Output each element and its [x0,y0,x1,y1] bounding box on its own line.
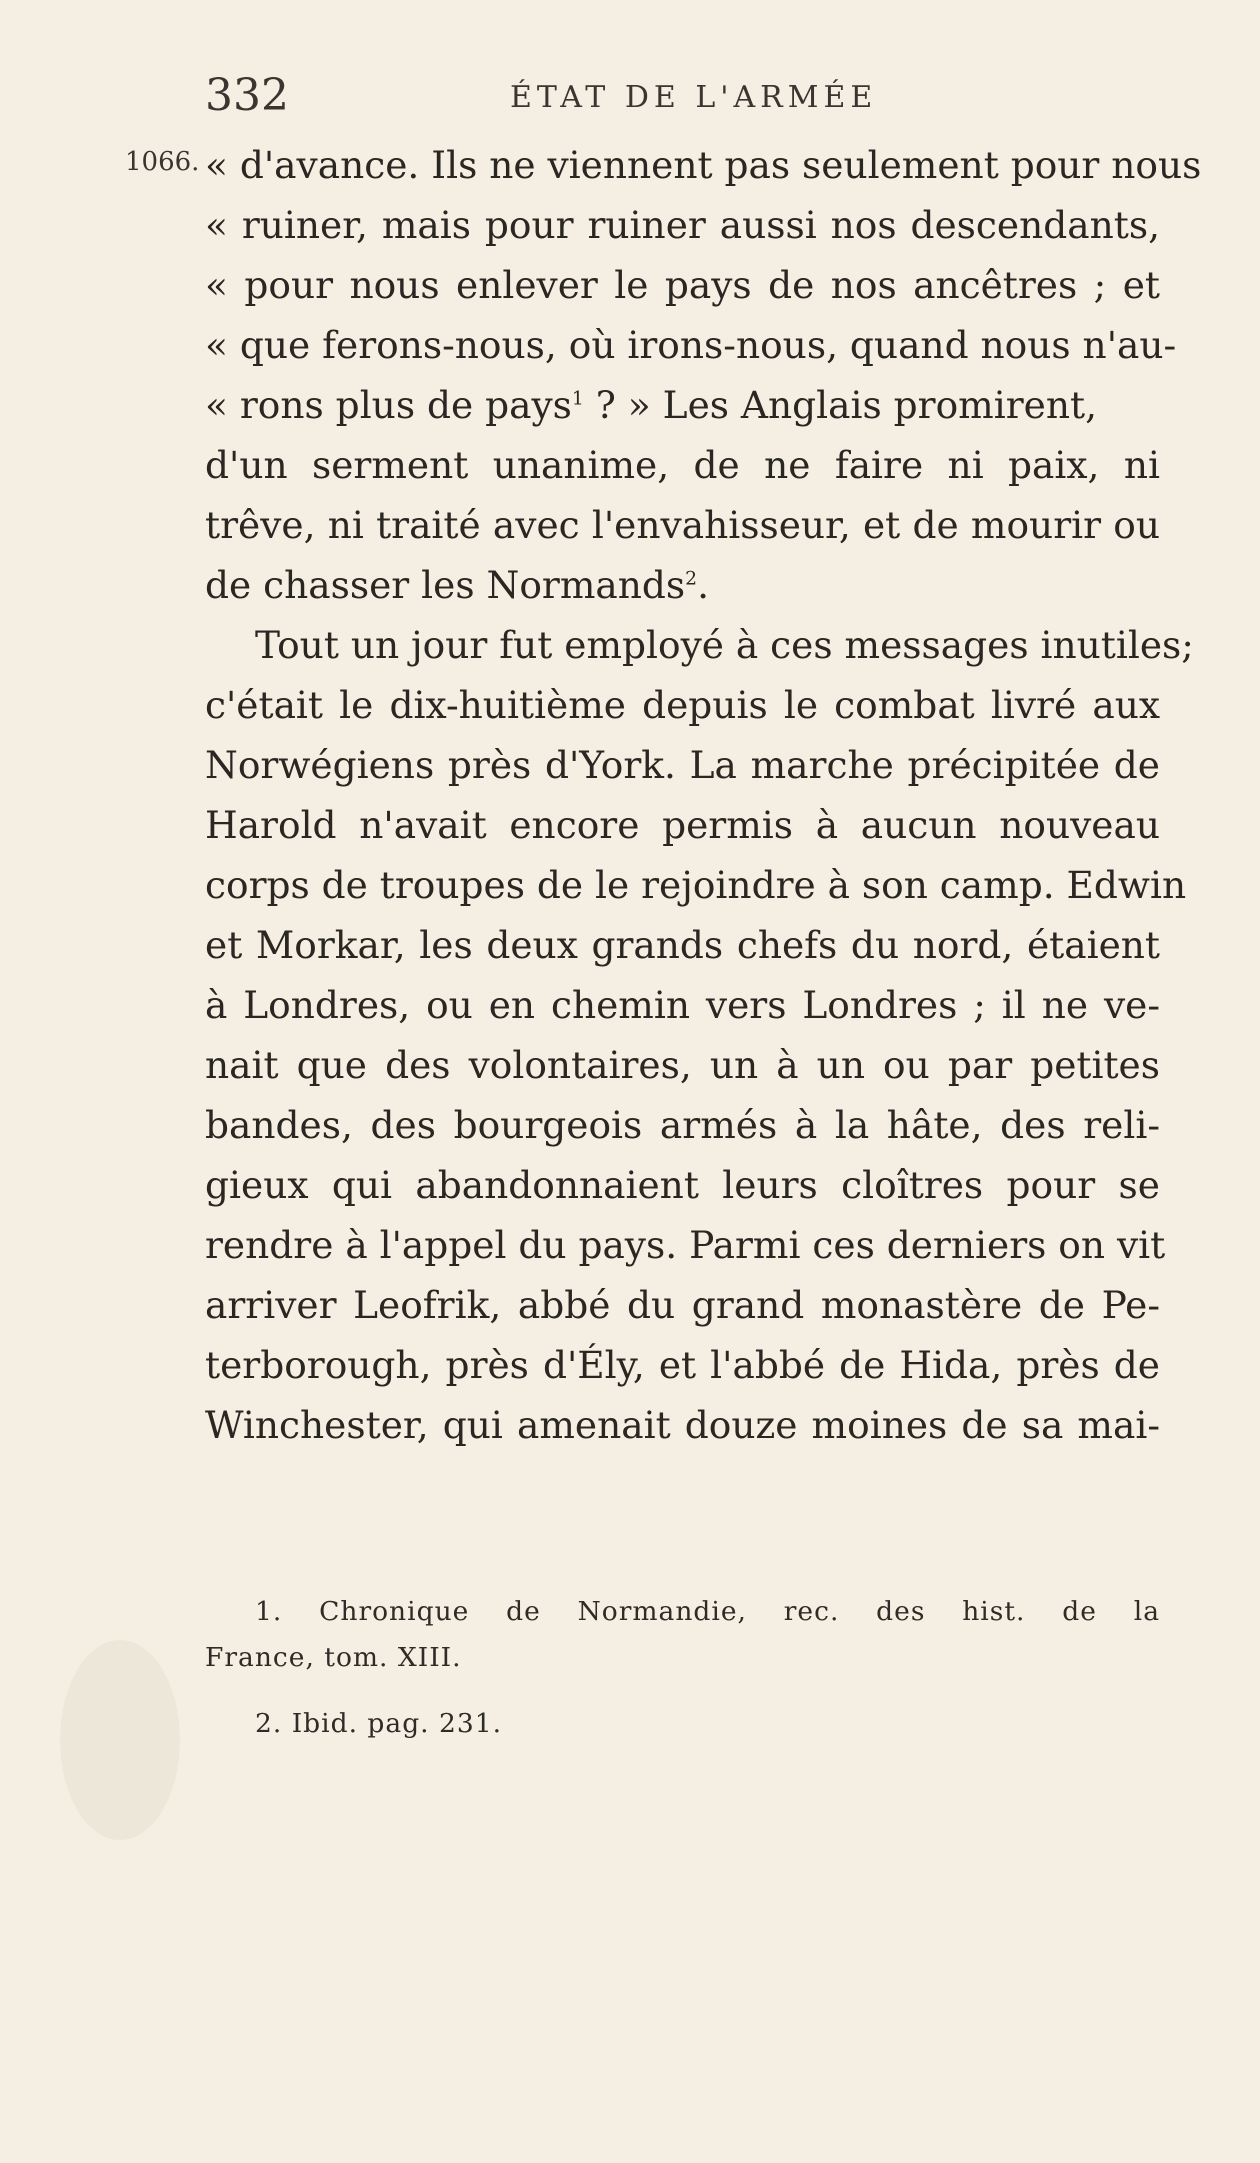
text-line: c'était le dix-huitième depuis le combat livré aux [205,683,1160,727]
footnote-2: 2. Ibid. pag. 231. [255,1708,503,1739]
text-line: gieux qui abandonnaient leurs cloîtres pour se [205,1163,1160,1207]
text-line: Winchester, qui amenait douze moines de sa mai- [205,1403,1160,1447]
text-line: « d'avance. Ils ne viennent pas seulement pour nous [205,143,1202,187]
text-line: Harold n'avait encore permis à aucun nouveau [205,803,1160,847]
text-line: « ruiner, mais pour ruiner aussi nos descendants, [205,203,1160,247]
text-line: bandes, des bourgeois armés à la hâte, des reli- [205,1103,1160,1147]
paper-stain [60,1640,180,1840]
text-line: d'un serment unanime, de ne faire ni paix, ni [205,443,1160,487]
footnote-ref-1[interactable]: 1 [571,388,584,410]
text-line: rendre à l'appel du pays. Parmi ces derniers on vit [205,1223,1166,1267]
page-header [0,60,1260,120]
text-line: trêve, ni traité avec l'envahisseur, et de mourir ou [205,503,1160,547]
text-line: « que ferons-nous, où irons-nous, quand nous n'au- [205,323,1177,367]
running-head: ÉTAT DE L'ARMÉE [510,80,878,115]
page-number: 332 [205,70,289,121]
paragraph-first-line: Tout un jour fut employé à ces messages inutiles; [255,623,1194,667]
text-line [205,555,1160,615]
margin-year-note: 1066. [125,147,200,177]
text-line: arriver Leofrik, abbé du grand monastère de Pe- [205,1283,1160,1327]
text-segment: de chasser les Normands [205,563,686,607]
footnote-ref-2[interactable]: 2 [685,568,698,590]
text-line: et Morkar, les deux grands chefs du nord, étaient [205,923,1160,967]
text-segment: ? » Les Anglais promirent, [595,383,1097,427]
footnote-1: 1. Chronique de Normandie, rec. des hist. de la [255,1596,1160,1627]
text-line: à Londres, ou en chemin vers Londres ; il ne ve- [205,983,1160,1027]
text-line: nait que des volontaires, un à un ou par petites [205,1043,1160,1087]
text-line: corps de troupes de le rejoindre à son camp. Edwin [205,863,1187,907]
text-segment: « rons plus de pays [205,383,572,427]
text-segment: . [697,563,709,607]
text-line [205,375,1160,435]
text-line: « pour nous enlever le pays de nos ancêtres ; et [205,263,1160,307]
text-line: Norwégiens près d'York. La marche précipitée de [205,743,1160,787]
footnote-1-continuation: France, tom. XIII. [205,1642,462,1673]
text-line: terborough, près d'Ély, et l'abbé de Hida, près de [205,1343,1160,1387]
